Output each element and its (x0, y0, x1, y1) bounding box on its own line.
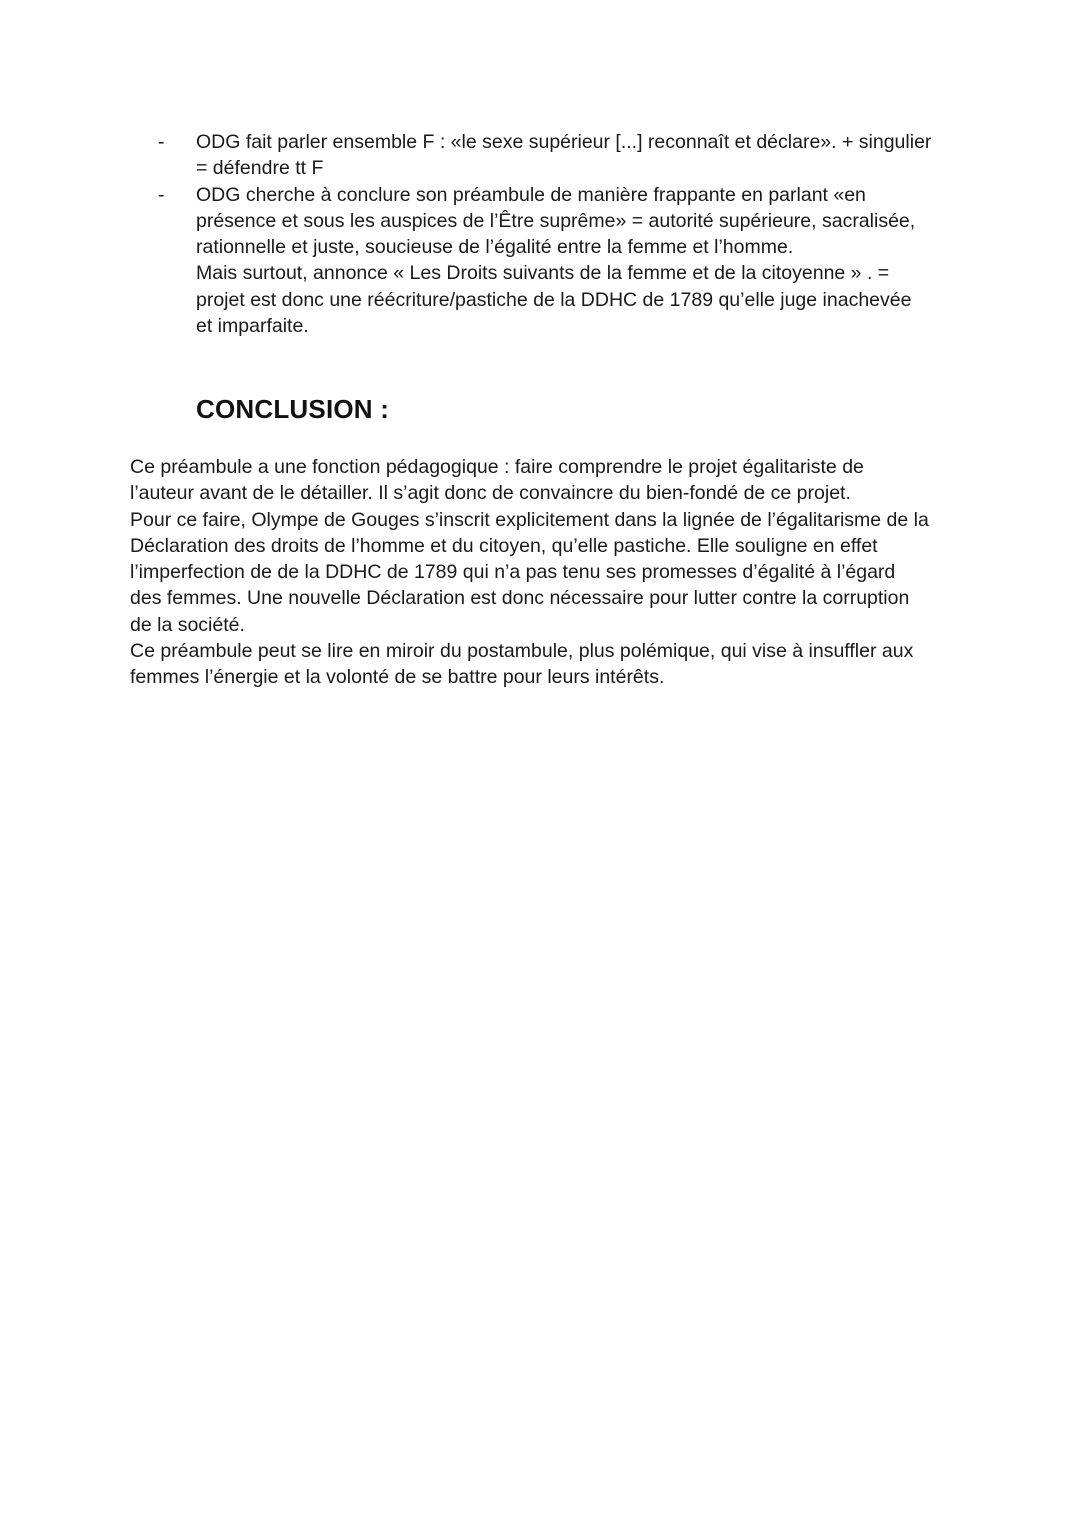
conclusion-line: l’auteur avant de le détailler. Il s’agit donc de convaincre du bien-fondé de ce projet. (130, 482, 851, 505)
bullet-line: ODG cherche à conclure son préambule de manière frappante en parlant «en (196, 183, 866, 206)
conclusion-line: l’imperfection de de la DDHC de 1789 qui n’a pas tenu ses promesses d’égalité à l’égard (130, 561, 896, 584)
conclusion-line: Ce préambule a une fonction pédagogique : faire comprendre le projet égalitariste de (130, 456, 864, 478)
bullet-item (130, 182, 960, 340)
bullet-line: présence et sous les auspices de l’Être suprême» = autorité supérieure, sacralisée, (196, 209, 916, 232)
bullet-list (130, 129, 960, 339)
bullet-line: = défendre tt F (196, 157, 324, 180)
bullet-line: Mais surtout, annonce « Les Droits suivants de la femme et de la citoyenne » . = (196, 262, 890, 285)
bullet-line: et imparfaite. (196, 315, 309, 338)
bullet-item (130, 129, 960, 182)
conclusion-line: de la société. (130, 613, 245, 636)
conclusion-line: Ce préambule peut se lire en miroir du postambule, plus polémique, qui vise à insuffler aux (130, 640, 914, 663)
bullet-dash: - (158, 131, 165, 153)
conclusion-paragraph (130, 454, 960, 691)
bullet-dash: - (158, 183, 165, 206)
bullet-line: projet est donc une réécriture/pastiche de la DDHC de 1789 qu’elle juge inachevée (196, 288, 912, 311)
conclusion-line: des femmes. Une nouvelle Déclaration est donc nécessaire pour lutter contre la corruption (130, 587, 910, 610)
bullet-line: rationnelle et juste, soucieuse de l’égalité entre la femme et l’homme. (196, 236, 794, 259)
conclusion-line: Déclaration des droits de l’homme et du citoyen, qu’elle pastiche. Elle souligne en effet (130, 534, 878, 557)
conclusion-line: Pour ce faire, Olympe de Gouges s’inscrit explicitement dans la lignée de l’égalitarisme de la (130, 508, 929, 531)
bullet-line: ODG fait parler ensemble F : «le sexe supérieur [...] reconnaît et déclare». + singulier (196, 131, 932, 153)
conclusion-heading: CONCLUSION : (196, 394, 390, 424)
conclusion-line: femmes l’énergie et la volonté de se battre pour leurs intérêts. (130, 666, 665, 689)
